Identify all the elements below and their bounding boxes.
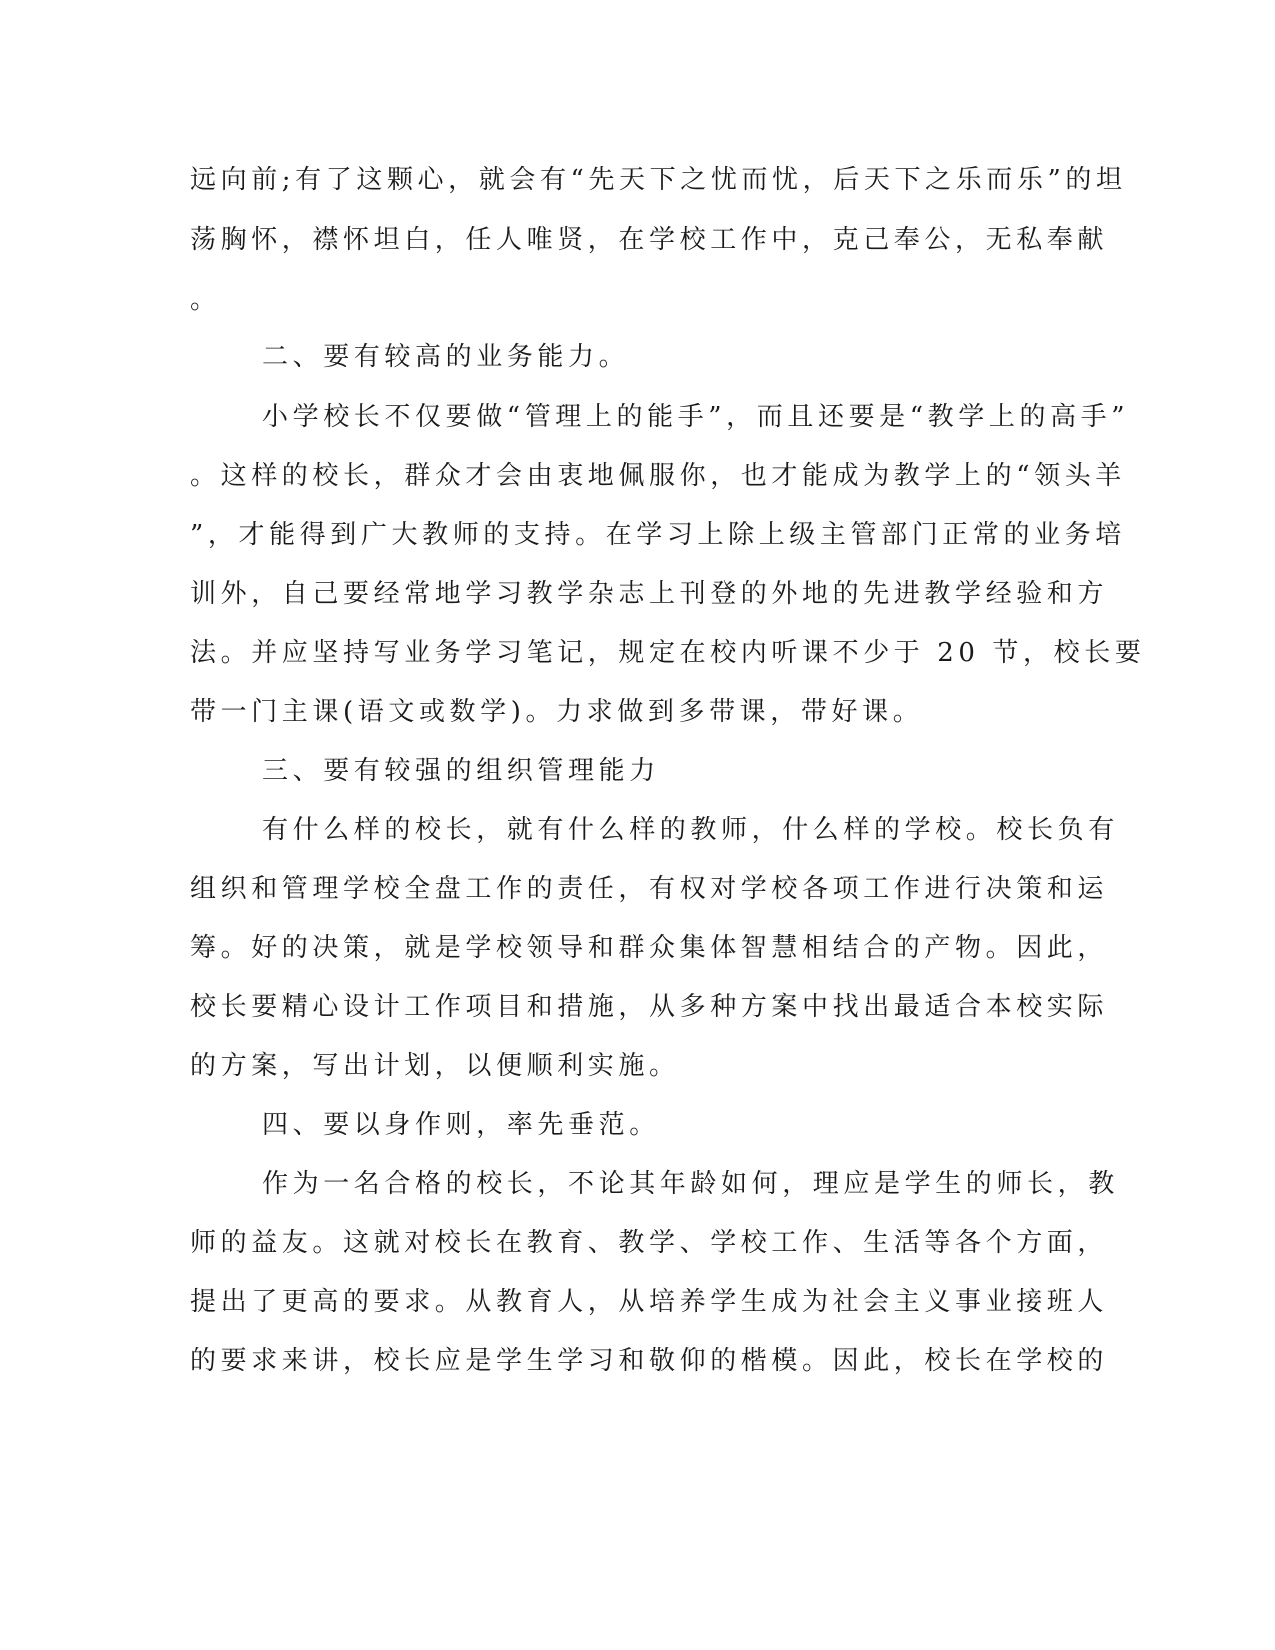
text-line: 的要求来讲，校长应是学生学习和敬仰的楷模。因此，校长在学校的 [190, 1346, 1109, 1376]
text-line: 提出了更高的要求。从教育人，从培养学生成为社会主义事业接班人 [190, 1287, 1109, 1317]
text-line: 法。并应坚持写业务学习笔记，规定在校内听课不少于 20 节，校长要 [190, 638, 1146, 668]
text-line: ”，才能得到广大教师的支持。在学习上除上级主管部门正常的业务培 [190, 520, 1126, 550]
text-line: 有什么样的校长，就有什么样的教师，什么样的学校。校长负有 [262, 815, 1119, 845]
text-line: 荡胸怀，襟怀坦白，任人唯贤，在学校工作中，克己奉公，无私奉献 [190, 225, 1109, 255]
text-line: 校长要精心设计工作项目和措施，从多种方案中找出最适合本校实际 [190, 992, 1109, 1022]
text-line: 组织和管理学校全盘工作的责任，有权对学校各项工作进行决策和运 [190, 874, 1109, 904]
text-line: 。 [190, 285, 221, 315]
text-line: 小学校长不仅要做“管理上的能手”，而且还要是“教学上的高手” [262, 402, 1130, 432]
text-line: 远向前;有了这颗心，就会有“先天下之忧而忧，后天下之乐而乐”的坦 [190, 165, 1127, 195]
section-heading-2: 二、要有较高的业务能力。 [262, 342, 630, 372]
text-line: 训外，自己要经常地学习教学杂志上刊登的外地的先进教学经验和方 [190, 579, 1109, 609]
text-line: 的方案，写出计划，以便顺利实施。 [190, 1051, 680, 1081]
text-line: 。这样的校长，群众才会由衷地佩服你，也才能成为教学上的“领头羊 [190, 461, 1126, 491]
text-line: 筹。好的决策，就是学校领导和群众集体智慧相结合的产物。因此， [190, 933, 1109, 963]
text-line: 带一门主课(语文或数学)。力求做到多带课，带好课。 [190, 697, 924, 727]
text-line: 作为一名合格的校长，不论其年龄如何，理应是学生的师长，教 [262, 1169, 1119, 1199]
section-heading-3: 三、要有较强的组织管理能力 [262, 756, 660, 786]
section-heading-4: 四、要以身作则，率先垂范。 [262, 1110, 660, 1140]
text-line: 师的益友。这就对校长在教育、教学、学校工作、生活等各个方面， [190, 1228, 1109, 1258]
